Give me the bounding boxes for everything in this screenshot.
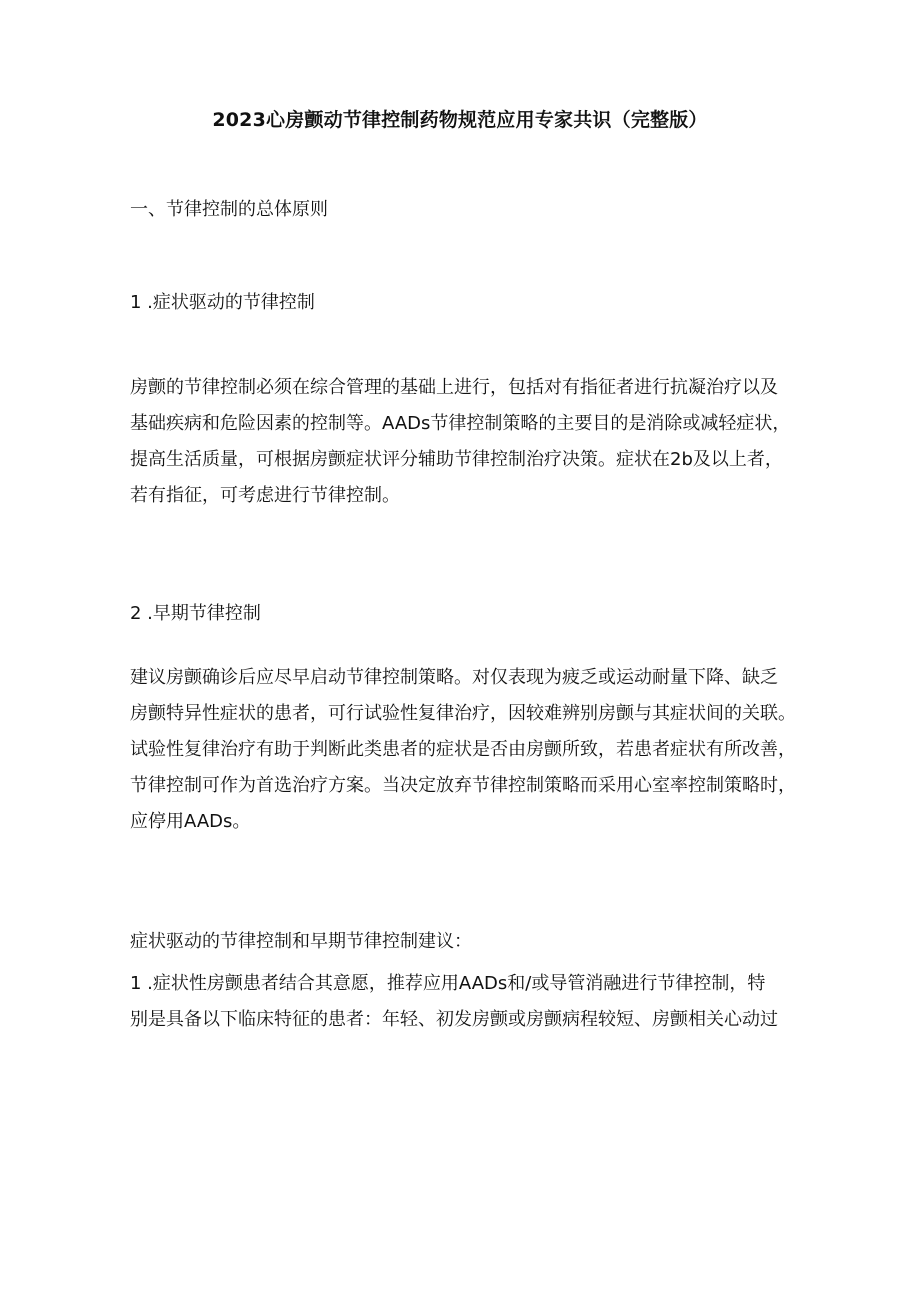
section-heading: 一、节律控制的总体原则: [130, 199, 328, 220]
paragraph-line: 试验性复律治疗有助于判断此类患者的症状是否由房颤所致，若患者症状有所改善，: [130, 739, 796, 760]
paragraph-line: 提高生活质量，可根据房颤症状评分辅助节律控制治疗决策。症状在2b及以上者，: [130, 449, 783, 470]
paragraph-line: 建议房颤确诊后应尽早启动节律控制策略。对仅表现为疲乏或运动耐量下降、缺乏: [130, 667, 778, 688]
subsection-heading-1: 1 .症状驱动的节律控制: [130, 292, 315, 313]
paragraph-1: [130, 370, 810, 514]
paragraph-line: 1 .症状性房颤患者结合其意愿，推荐应用AADs和/或导管消融进行节律控制，特: [130, 973, 766, 994]
document-title: 2023心房颤动节律控制药物规范应用专家共识（完整版）: [212, 109, 708, 131]
recommendations-heading: 症状驱动的节律控制和早期节律控制建议：: [130, 931, 472, 952]
subsection-heading-2: 2 .早期节律控制: [130, 603, 261, 624]
paragraph-line: 房颤的节律控制必须在综合管理的基础上进行，包括对有指征者进行抗凝治疗以及: [130, 377, 778, 398]
paragraph-line: 别是具备以下临床特征的患者：年轻、初发房颤或房颤病程较短、房颤相关心动过: [130, 1009, 778, 1030]
paragraph-line: 房颤特异性症状的患者，可行试验性复律治疗，因较难辨别房颤与其症状间的关联。: [130, 703, 796, 724]
paragraph-line: 若有指征，可考虑进行节律控制。: [130, 485, 400, 506]
paragraph-line: 节律控制可作为首选治疗方案。当决定放弃节律控制策略而采用心室率控制策略时，: [130, 775, 796, 796]
paragraph-line: 应停用AADs。: [130, 811, 251, 832]
paragraph-line: 基础疾病和危险因素的控制等。AADs节律控制策略的主要目的是消除或减轻症状，: [130, 413, 791, 434]
paragraph-2: [130, 660, 810, 840]
recommendation-1: [130, 966, 810, 1038]
